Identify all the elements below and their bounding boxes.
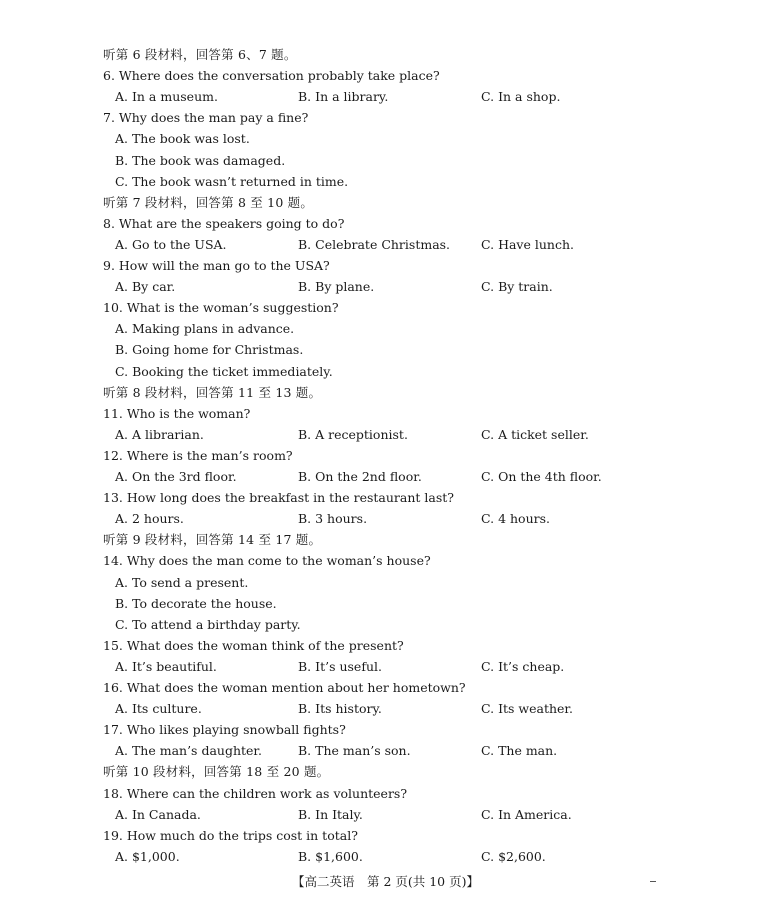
option-b: B. 3 hours. <box>298 511 368 527</box>
question-stem: 14. Why does the man come to the woman’s house? <box>103 553 431 569</box>
option-c: C. By train. <box>481 279 553 295</box>
option-a: A. By car. <box>115 279 176 295</box>
option-b: B. Its history. <box>298 701 382 717</box>
question-stem: 18. Where can the children work as volunteers? <box>103 785 408 801</box>
question-stem: 16. What does the woman mention about her hometown? <box>103 680 466 695</box>
question-stem: 13. How long does the breakfast in the restaurant last? <box>103 490 454 506</box>
option-b: B. In a library. <box>298 89 389 105</box>
option-a: A. 2 hours. <box>115 511 184 527</box>
option-c: C. Booking the ticket immediately. <box>115 363 333 379</box>
option-a: A. In Canada. <box>115 806 201 822</box>
option-a: A. On the 3rd floor. <box>115 469 237 484</box>
page-footer: 【高二英语 第 2 页(共 10 页)】 <box>291 874 479 889</box>
section-heading: 听第 7 段材料，回答第 8 至 10 题。 <box>103 194 314 210</box>
section-heading: 听第 10 段材料，回答第 18 至 20 题。 <box>103 764 330 780</box>
option-b: B. The man’s son. <box>298 743 411 759</box>
option-b: B. By plane. <box>298 279 375 295</box>
option-a: A. Go to the USA. <box>115 236 227 252</box>
corner-mark <box>650 881 656 882</box>
question-stem: 10. What is the woman’s suggestion? <box>103 300 339 316</box>
question-stem: 11. Who is the woman? <box>103 405 251 421</box>
option-c: C. The book wasn’t returned in time. <box>115 173 349 189</box>
option-b: B. It’s useful. <box>298 658 382 674</box>
section-heading: 听第 8 段材料，回答第 11 至 13 题。 <box>103 384 322 400</box>
option-b: B. In Italy. <box>298 806 363 822</box>
option-a: A. In a museum. <box>115 89 218 105</box>
option-a: A. Making plans in advance. <box>115 321 295 337</box>
option-a: A. The book was lost. <box>115 131 250 147</box>
option-c: C. On the 4th floor. <box>481 469 602 484</box>
option-c: C. The man. <box>481 743 558 759</box>
section-heading: 听第 6 段材料，回答第 6、7 题。 <box>103 47 297 62</box>
option-c: C. To attend a birthday party. <box>115 616 301 632</box>
section-heading: 听第 9 段材料，回答第 14 至 17 题。 <box>103 532 322 548</box>
option-a: A. A librarian. <box>115 426 204 442</box>
option-b: B. Going home for Christmas. <box>115 342 304 358</box>
question-stem: 12. Where is the man’s room? <box>103 447 293 463</box>
option-c: C. 4 hours. <box>481 511 550 527</box>
option-a: A. It’s beautiful. <box>115 658 217 674</box>
option-c: C. A ticket seller. <box>481 426 589 442</box>
option-a: A. Its culture. <box>115 701 202 717</box>
option-c: C. Have lunch. <box>481 236 574 252</box>
question-stem: 7. Why does the man pay a fine? <box>103 110 309 126</box>
question-stem: 8. What are the speakers going to do? <box>103 215 345 231</box>
question-stem: 15. What does the woman think of the present? <box>103 637 404 653</box>
question-stem: 17. Who likes playing snowball fights? <box>103 722 346 738</box>
option-a: A. To send a present. <box>115 574 249 590</box>
option-c: C. It’s cheap. <box>481 658 565 674</box>
option-c: C. In America. <box>481 806 572 822</box>
option-c: C. Its weather. <box>481 701 574 717</box>
question-stem: 6. Where does the conversation probably take place? <box>103 68 440 84</box>
option-a: A. $1,000. <box>115 848 180 864</box>
option-b: B. To decorate the house. <box>115 595 277 611</box>
question-stem: 9. How will the man go to the USA? <box>103 258 330 273</box>
option-b: B. The book was damaged. <box>115 152 286 168</box>
option-b: B. Celebrate Christmas. <box>298 236 451 252</box>
option-b: B. $1,600. <box>298 848 363 864</box>
option-b: B. A receptionist. <box>298 426 408 442</box>
option-c: C. $2,600. <box>481 848 546 864</box>
question-stem: 19. How much do the trips cost in total? <box>103 827 358 843</box>
option-b: B. On the 2nd floor. <box>298 469 422 484</box>
option-c: C. In a shop. <box>481 89 561 105</box>
option-a: A. The man’s daughter. <box>115 743 263 759</box>
